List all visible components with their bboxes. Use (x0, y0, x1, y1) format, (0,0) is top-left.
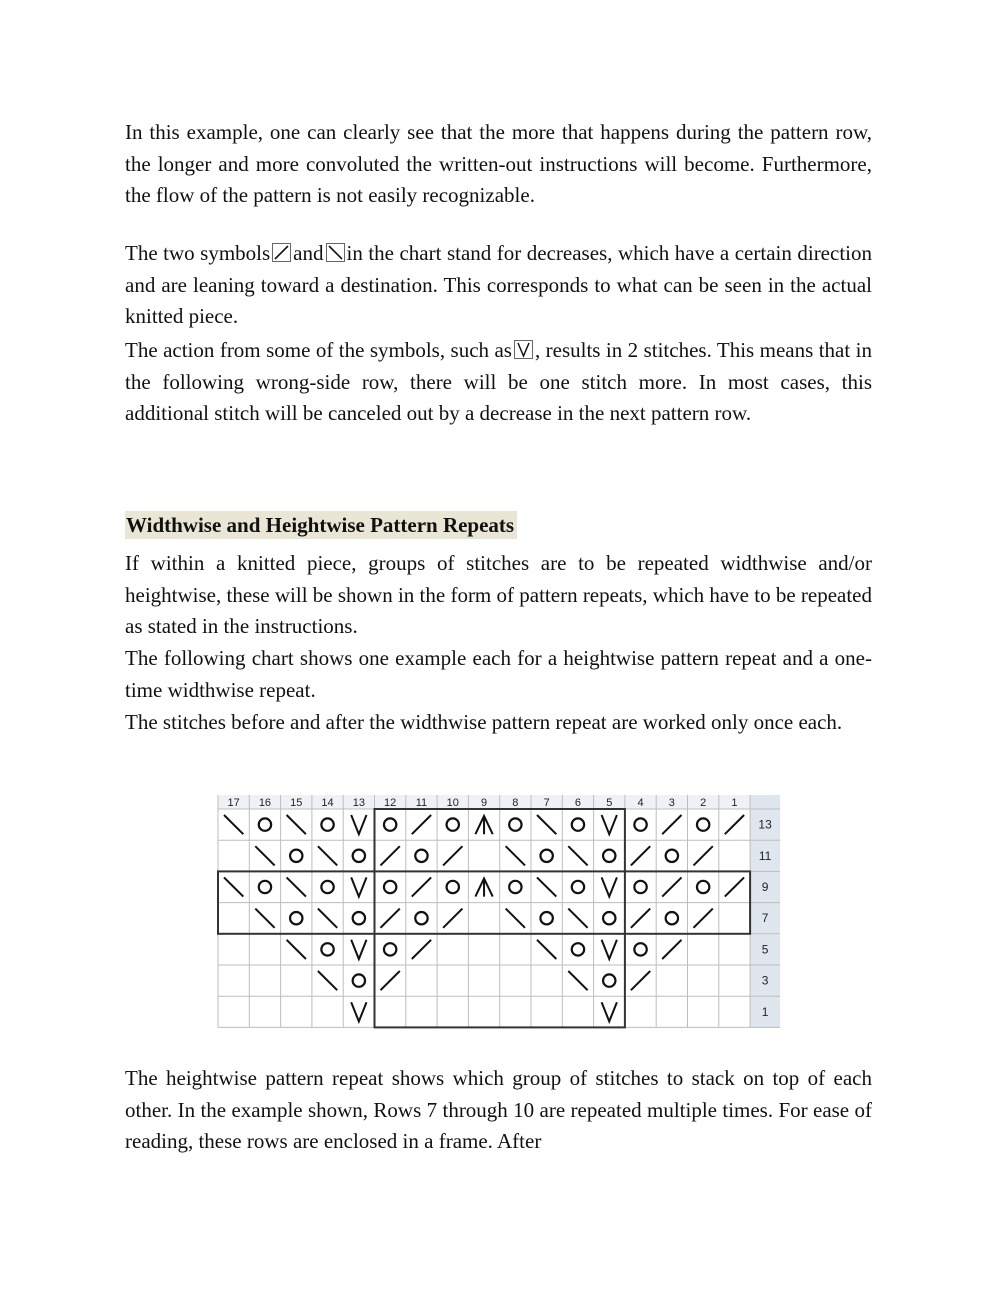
yarn-over-symbol (384, 881, 396, 893)
column-label: 14 (321, 797, 334, 809)
left-decrease-symbol (381, 909, 400, 928)
column-label: 4 (637, 797, 644, 809)
column-label: 15 (290, 797, 303, 809)
yarn-over-symbol (572, 943, 584, 955)
left-decrease-symbol (631, 971, 650, 990)
yarn-over-symbol (540, 912, 552, 924)
yarn-over-symbol (447, 818, 459, 830)
row-label: 13 (758, 817, 772, 832)
increase-symbol (351, 815, 366, 834)
row-label: 7 (761, 911, 769, 926)
left-decrease-symbol (631, 846, 650, 865)
increase-symbol (602, 940, 617, 959)
left-decrease-symbol (694, 909, 713, 928)
right-decrease-symbol (506, 909, 525, 928)
column-label: 6 (574, 797, 582, 809)
yarn-over-symbol (415, 850, 427, 862)
right-leaning-decrease-icon (272, 243, 291, 262)
column-label: 11 (415, 797, 428, 809)
increase-symbol (351, 940, 366, 959)
paragraph-5: The following chart shows one example each for a heightwise pattern repeat and a one-time widthwise repeat. (125, 646, 872, 702)
yarn-over-symbol (415, 912, 427, 924)
right-decrease-symbol (537, 877, 556, 896)
paragraph-1: In this example, one can clearly see that the more that happens during the pattern row, the longer and more convoluted the written-out instructions will become. Furthermore, the flow of the pattern is not easily recognizable. (125, 120, 872, 208)
paragraph-2-and: and (293, 241, 324, 265)
column-label: 17 (227, 797, 240, 809)
yarn-over-symbol (572, 818, 584, 830)
column-label: 3 (668, 797, 675, 809)
left-decrease-symbol (381, 971, 400, 990)
paragraph-2-start: The two symbols (125, 241, 271, 265)
yarn-over-symbol (634, 943, 646, 955)
right-decrease-symbol (255, 846, 274, 865)
yarn-over-symbol (666, 850, 678, 862)
column-label: 12 (384, 797, 397, 809)
right-decrease-symbol (568, 846, 587, 865)
left-decrease-symbol (662, 877, 681, 896)
column-label: 1 (731, 797, 738, 809)
knitting-chart (216, 795, 782, 1031)
yarn-over-symbol (509, 881, 521, 893)
yarn-over-symbol (384, 943, 396, 955)
yarn-over-symbol (634, 881, 646, 893)
right-decrease-symbol (287, 877, 306, 896)
yarn-over-symbol (603, 974, 615, 986)
yarn-over-symbol (321, 881, 333, 893)
yarn-over-symbol (290, 850, 302, 862)
yarn-over-symbol (259, 881, 271, 893)
left-decrease-symbol (412, 877, 431, 896)
right-decrease-symbol (287, 940, 306, 959)
yarn-over-symbol (540, 850, 552, 862)
yarn-over-symbol (353, 974, 365, 986)
paragraph-3-start: The action from some of the symbols, such as (125, 338, 512, 362)
row-label: 3 (761, 973, 769, 988)
left-decrease-symbol (381, 846, 400, 865)
increase-v-icon (514, 340, 533, 359)
right-decrease-symbol (255, 909, 274, 928)
increase-symbol (602, 815, 617, 834)
increase-symbol (602, 877, 617, 896)
increase-symbol (351, 1002, 366, 1021)
left-decrease-symbol (443, 909, 462, 928)
left-decrease-symbol (412, 940, 431, 959)
row-label: 1 (761, 1004, 769, 1019)
column-label: 10 (446, 797, 459, 809)
left-leaning-decrease-icon (326, 243, 345, 262)
yarn-over-symbol (290, 912, 302, 924)
left-decrease-symbol (412, 815, 431, 834)
double-decrease-symbol (475, 816, 492, 834)
double-decrease-symbol (475, 878, 492, 896)
right-decrease-symbol (537, 815, 556, 834)
yarn-over-symbol (353, 912, 365, 924)
right-decrease-symbol (537, 940, 556, 959)
yarn-over-symbol (603, 912, 615, 924)
paragraph-3 (125, 335, 872, 430)
left-decrease-symbol (725, 877, 744, 896)
yarn-over-symbol (321, 818, 333, 830)
paragraph-4: If within a knitted piece, groups of stitches are to be repeated widthwise and/or heightwise, these will be shown in the form of pattern repeats, which have to be repeated as stated in the instructions. (125, 551, 873, 639)
column-label: 7 (543, 797, 550, 809)
yarn-over-symbol (572, 881, 584, 893)
column-label: 8 (512, 797, 519, 809)
increase-symbol (351, 877, 366, 896)
right-decrease-symbol (287, 815, 306, 834)
yarn-over-symbol (384, 818, 396, 830)
column-label: 13 (352, 797, 365, 809)
right-decrease-symbol (224, 815, 243, 834)
section-heading: Widthwise and Heightwise Pattern Repeats (125, 511, 517, 539)
yarn-over-symbol (634, 818, 646, 830)
paragraph-2 (125, 238, 872, 333)
left-decrease-symbol (662, 940, 681, 959)
right-decrease-symbol (568, 971, 587, 990)
right-decrease-symbol (224, 877, 243, 896)
paragraph-3-end: , results in 2 stitches. This means that in the following wrong-side row, there will be one stitch more. In most cases, this additional stitch will be canceled out by a decrease in the next pattern row. (125, 338, 872, 426)
yarn-over-symbol (509, 818, 521, 830)
right-decrease-symbol (318, 909, 337, 928)
yarn-over-symbol (697, 818, 709, 830)
increase-symbol (602, 1002, 617, 1021)
yarn-over-symbol (666, 912, 678, 924)
left-decrease-symbol (631, 909, 650, 928)
column-label: 9 (480, 797, 488, 809)
column-label: 2 (700, 797, 707, 809)
right-decrease-symbol (568, 909, 587, 928)
paragraph-2-end: in the chart stand for decreases, which have a certain direction and are leaning toward a destination. This corresponds to what can be seen in the actual knitted piece. (125, 241, 872, 329)
row-label: 11 (758, 848, 772, 863)
row-label: 9 (761, 880, 769, 894)
left-decrease-symbol (662, 815, 681, 834)
yarn-over-symbol (259, 818, 271, 830)
column-label: 16 (258, 797, 272, 809)
yarn-over-symbol (353, 850, 365, 862)
yarn-over-symbol (447, 881, 459, 893)
yarn-over-symbol (603, 850, 615, 862)
paragraph-7: The heightwise pattern repeat shows which group of stitches to stack on top of each other. In the example shown, Rows 7 through 10 are repeated multiple times. For ease of reading, these rows are enclosed in a frame. After (125, 1066, 872, 1154)
column-label: 5 (606, 797, 613, 809)
right-decrease-symbol (506, 846, 525, 865)
left-decrease-symbol (443, 846, 462, 865)
yarn-over-symbol (697, 881, 709, 893)
paragraph-6: The stitches before and after the widthwise pattern repeat are worked only once each. (125, 710, 843, 734)
row-label: 5 (761, 942, 769, 957)
yarn-over-symbol (321, 943, 333, 955)
left-decrease-symbol (694, 846, 713, 865)
left-decrease-symbol (725, 815, 744, 834)
right-decrease-symbol (318, 971, 337, 990)
right-decrease-symbol (318, 846, 337, 865)
